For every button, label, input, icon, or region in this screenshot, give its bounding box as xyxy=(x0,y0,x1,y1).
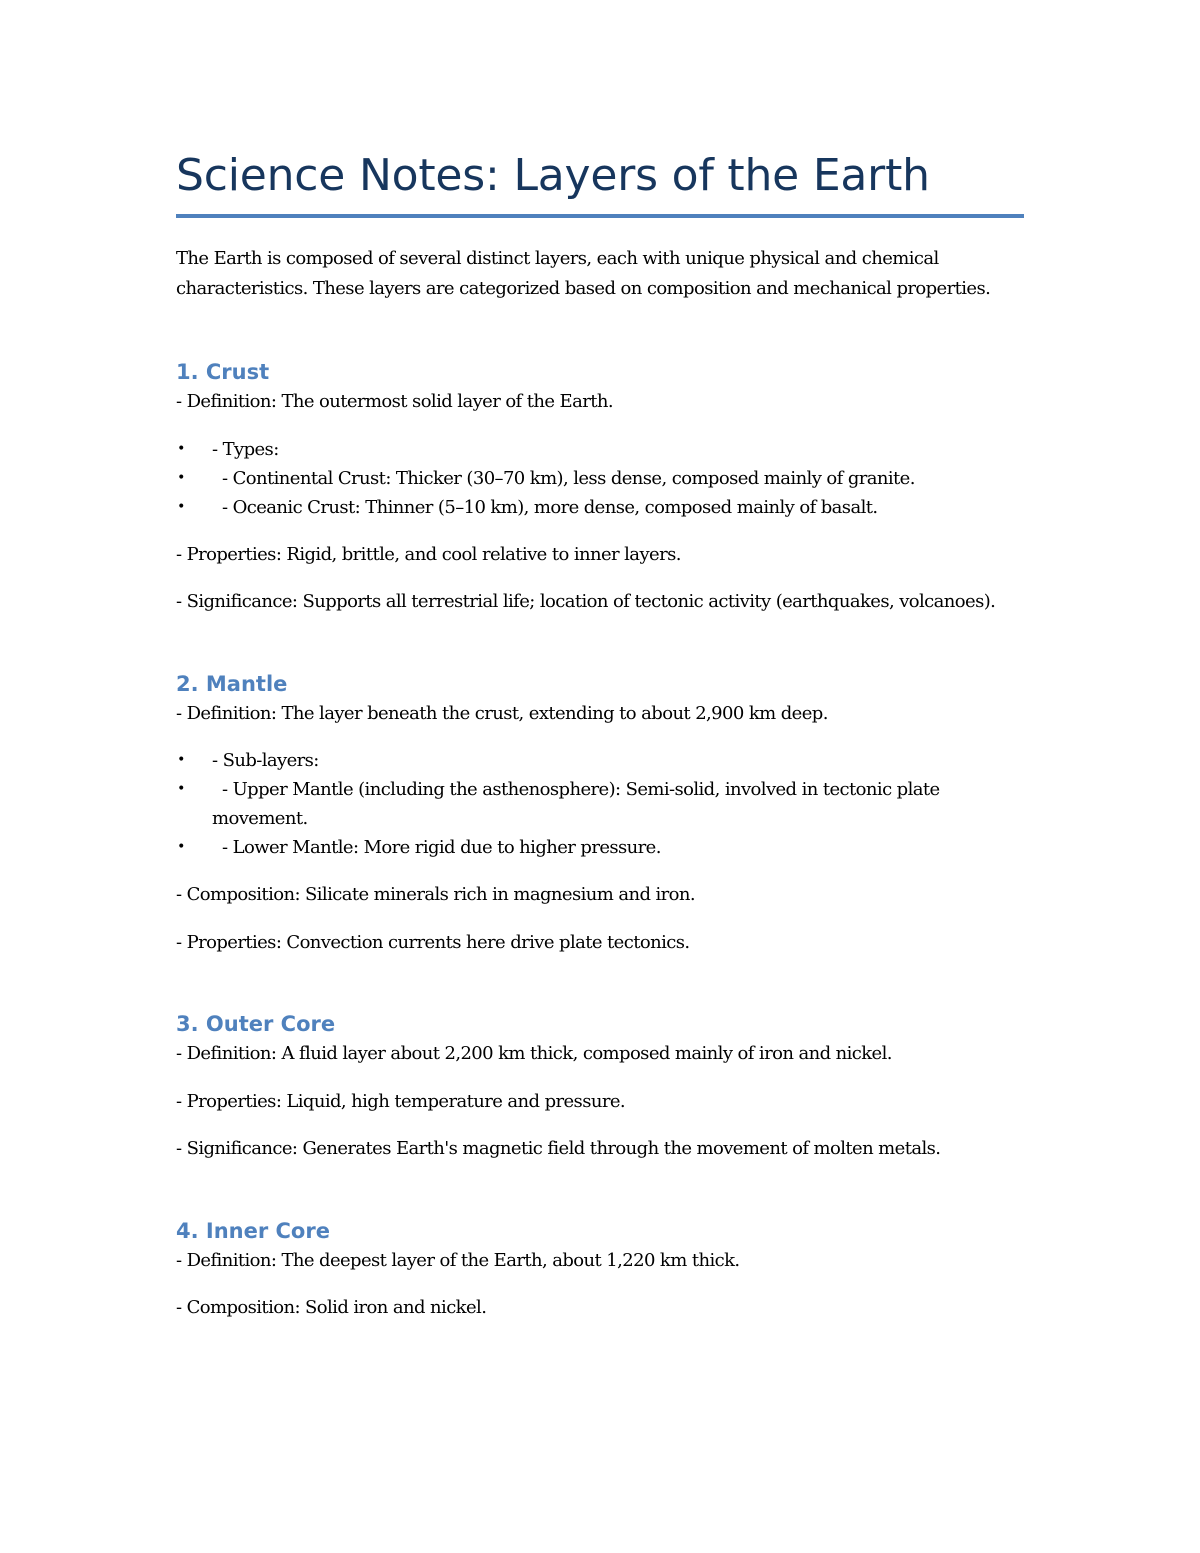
significance-paragraph: - Significance: Generates Earth's magnetic field through the movement of molten metals. xyxy=(176,1138,941,1159)
bullet-icon: • xyxy=(177,752,185,768)
properties-paragraph: - Properties: Liquid, high temperature and pressure. xyxy=(176,1090,625,1112)
properties-paragraph: - Properties: Convection currents here drive plate tectonics. xyxy=(176,931,690,953)
composition-paragraph: - Composition: Solid iron and nickel. xyxy=(176,1297,487,1318)
section-mantle xyxy=(176,669,1024,958)
section-heading: 1. Crust xyxy=(176,360,270,384)
composition-paragraph: - Composition: Silicate minerals rich in magnesium and iron. xyxy=(176,884,696,905)
section-inner-core xyxy=(176,1216,1024,1323)
properties-paragraph: - Properties: Rigid, brittle, and cool relative to inner layers. xyxy=(176,543,681,565)
definition-line: - Definition: The outermost solid layer of the Earth. xyxy=(176,391,613,412)
bullet-icon: • xyxy=(177,469,185,486)
bullet-list xyxy=(176,746,1024,862)
section-heading: 3. Outer Core xyxy=(176,1012,336,1036)
section-heading: 2. Mantle xyxy=(176,671,288,696)
list-item: • - Sub-layers: xyxy=(176,746,1024,775)
definition-line: - Definition: The deepest layer of the Earth, about 1,220 km thick. xyxy=(176,1249,740,1271)
bullet-icon: • xyxy=(177,498,185,515)
section-heading: 4. Inner Core xyxy=(176,1218,330,1243)
section-outer-core xyxy=(176,1009,1024,1164)
list-item: • - Upper Mantle (including the asthenosphere): Semi-solid, involved in tectonic plate movement. xyxy=(176,775,1024,833)
list-item: • - Continental Crust: Thicker (30–70 km), less dense, composed mainly of granite. xyxy=(176,464,1024,493)
definition-line: - Definition: A fluid layer about 2,200 km thick, composed mainly of iron and nickel. xyxy=(176,1043,892,1064)
list-item: • - Lower Mantle: More rigid due to higher pressure. xyxy=(176,833,1024,862)
section-crust xyxy=(176,357,1024,617)
significance-paragraph: - Significance: Supports all terrestrial life; location of tectonic activity (earthquakes, volcanoes). xyxy=(176,591,996,612)
intro-paragraph: The Earth is composed of several distinct layers, each with unique physical and chemical characteristics. These layers are categorized based on composition and mechanical properties. xyxy=(176,248,991,299)
bullet-icon: • xyxy=(177,440,185,457)
list-item: • - Types: xyxy=(176,435,1024,464)
definition-line: - Definition: The layer beneath the crust, extending to about 2,900 km deep. xyxy=(176,702,828,724)
bullet-list xyxy=(176,435,1024,522)
list-item: • - Oceanic Crust: Thinner (5–10 km), more dense, composed mainly of basalt. xyxy=(176,493,1024,522)
page-title: Science Notes: Layers of the Earth xyxy=(176,140,1024,218)
document-page xyxy=(176,140,1024,1323)
bullet-icon: • xyxy=(177,839,185,855)
bullet-icon: • xyxy=(177,781,185,797)
